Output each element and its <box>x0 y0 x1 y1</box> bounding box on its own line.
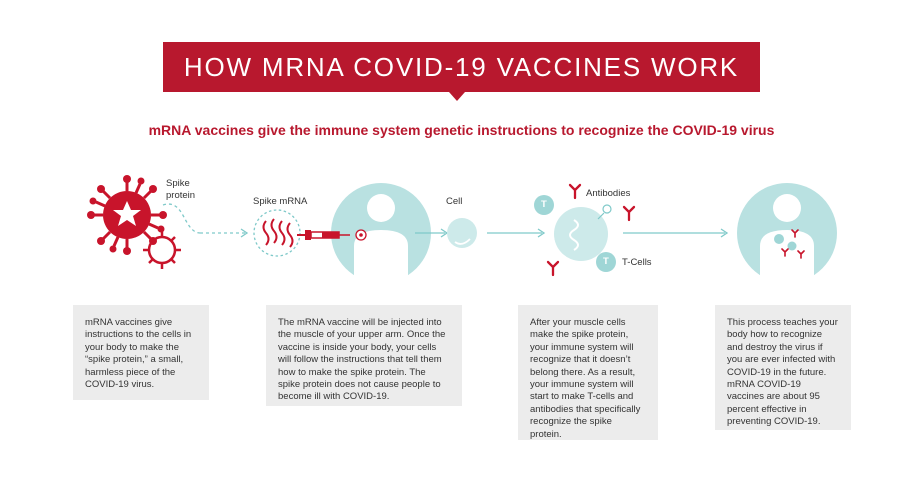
step-card-4: This process teaches your body how to recognize and destroy the virus if you are ever infected with COVID-19 in the future. mRNA COVID-19 vaccines are about 95 percent effective in preventing COVID-19. <box>715 305 851 430</box>
spike-protein-label <box>166 178 195 202</box>
mrna-icon <box>254 210 300 256</box>
antibodies-label: Antibodies <box>586 188 631 199</box>
step-card-1: mRNA vaccines give instructions to the cells in your body to make the “spike protein,” a small, harmless piece of the COVID-19 virus. <box>73 305 209 400</box>
cell-icon <box>447 218 477 248</box>
page-title: HOW MRNA COVID-19 VACCINES WORK <box>183 52 740 82</box>
t-marker-1: T <box>541 199 547 210</box>
spike-label-line2: protein <box>166 190 196 201</box>
injection-site-icon <box>356 230 366 240</box>
protected-person-icon <box>737 183 837 283</box>
step-card-2: The mRNA vaccine will be injected into the muscle of your upper arm. Once the vaccine is inside your body, your cells will follow the instructions that tell them how to make the spike protein. The spike protein does not cause people to become ill with COVID-19. <box>266 305 462 406</box>
t-marker-2: T <box>603 256 609 267</box>
spike-label-line1: Spike <box>166 178 190 189</box>
cell-label: Cell <box>446 196 463 207</box>
step-card-3: After your muscle cells make the spike protein, your immune system will recognize that it doesn’t belong there. As a result, your immune system will start to make T-cells and antibodies that specifically recognize the spike protein. <box>518 305 658 440</box>
t-cells-label: T-Cells <box>622 257 652 268</box>
subtitle: mRNA vaccines give the immune system genetic instructions to recognize the COVID-19 virus <box>148 122 775 138</box>
spike-pointer-line <box>163 204 200 233</box>
spike-mrna-label: Spike mRNA <box>253 196 308 207</box>
immune-cell-icon <box>554 205 611 261</box>
